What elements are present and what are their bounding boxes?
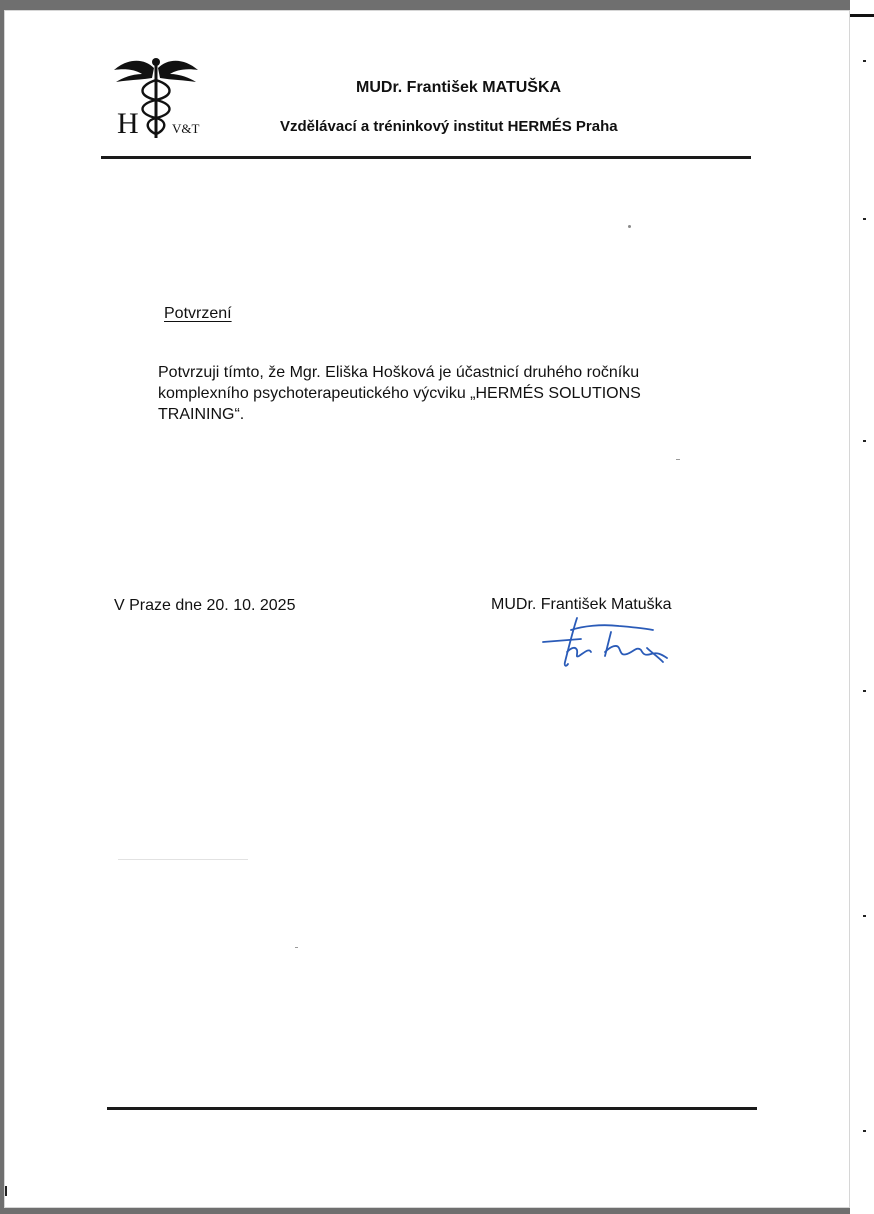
- scan-speck: [628, 225, 631, 228]
- scan-speck: [118, 859, 248, 860]
- header-rule: [101, 156, 751, 159]
- body-line: TRAINING“.: [158, 406, 245, 423]
- body-line: komplexního psychoterapeutického výcviku „HERMÉS SOLUTIONS: [158, 385, 641, 402]
- scan-speck: [295, 947, 298, 948]
- document-heading: Potvrzení: [164, 305, 232, 322]
- letterhead-institute: Vzdělávací a tréninkový institut HERMÉS Praha: [280, 118, 618, 135]
- scan-edge-dot: [863, 690, 866, 692]
- letterhead-name: MUDr. František MATUŠKA: [356, 79, 562, 96]
- scan-edge-dot: [863, 60, 866, 62]
- handwritten-signature: [541, 612, 671, 676]
- place-and-date: V Praze dne 20. 10. 2025: [114, 597, 296, 614]
- scan-edge-dot: [863, 915, 866, 917]
- footer-rule: [107, 1107, 757, 1110]
- scan-speck: [676, 459, 680, 460]
- institute-logo: [108, 52, 220, 144]
- scan-corner-mark: [850, 14, 874, 17]
- scan-edge-dot: [863, 440, 866, 442]
- scan-edge-dot: [863, 1130, 866, 1132]
- scan-edge: [850, 0, 874, 1214]
- document-body: [158, 362, 688, 425]
- signer-name: MUDr. František Matuška: [491, 596, 672, 613]
- logo-letter: H: [117, 107, 139, 140]
- scan-edge-mark: [5, 1186, 7, 1196]
- logo-suffix: V&T: [172, 121, 200, 136]
- body-line: Potvrzuji tímto, že Mgr. Eliška Hošková je účastnicí druhého ročníku: [158, 364, 640, 381]
- scan-edge-dot: [863, 218, 866, 220]
